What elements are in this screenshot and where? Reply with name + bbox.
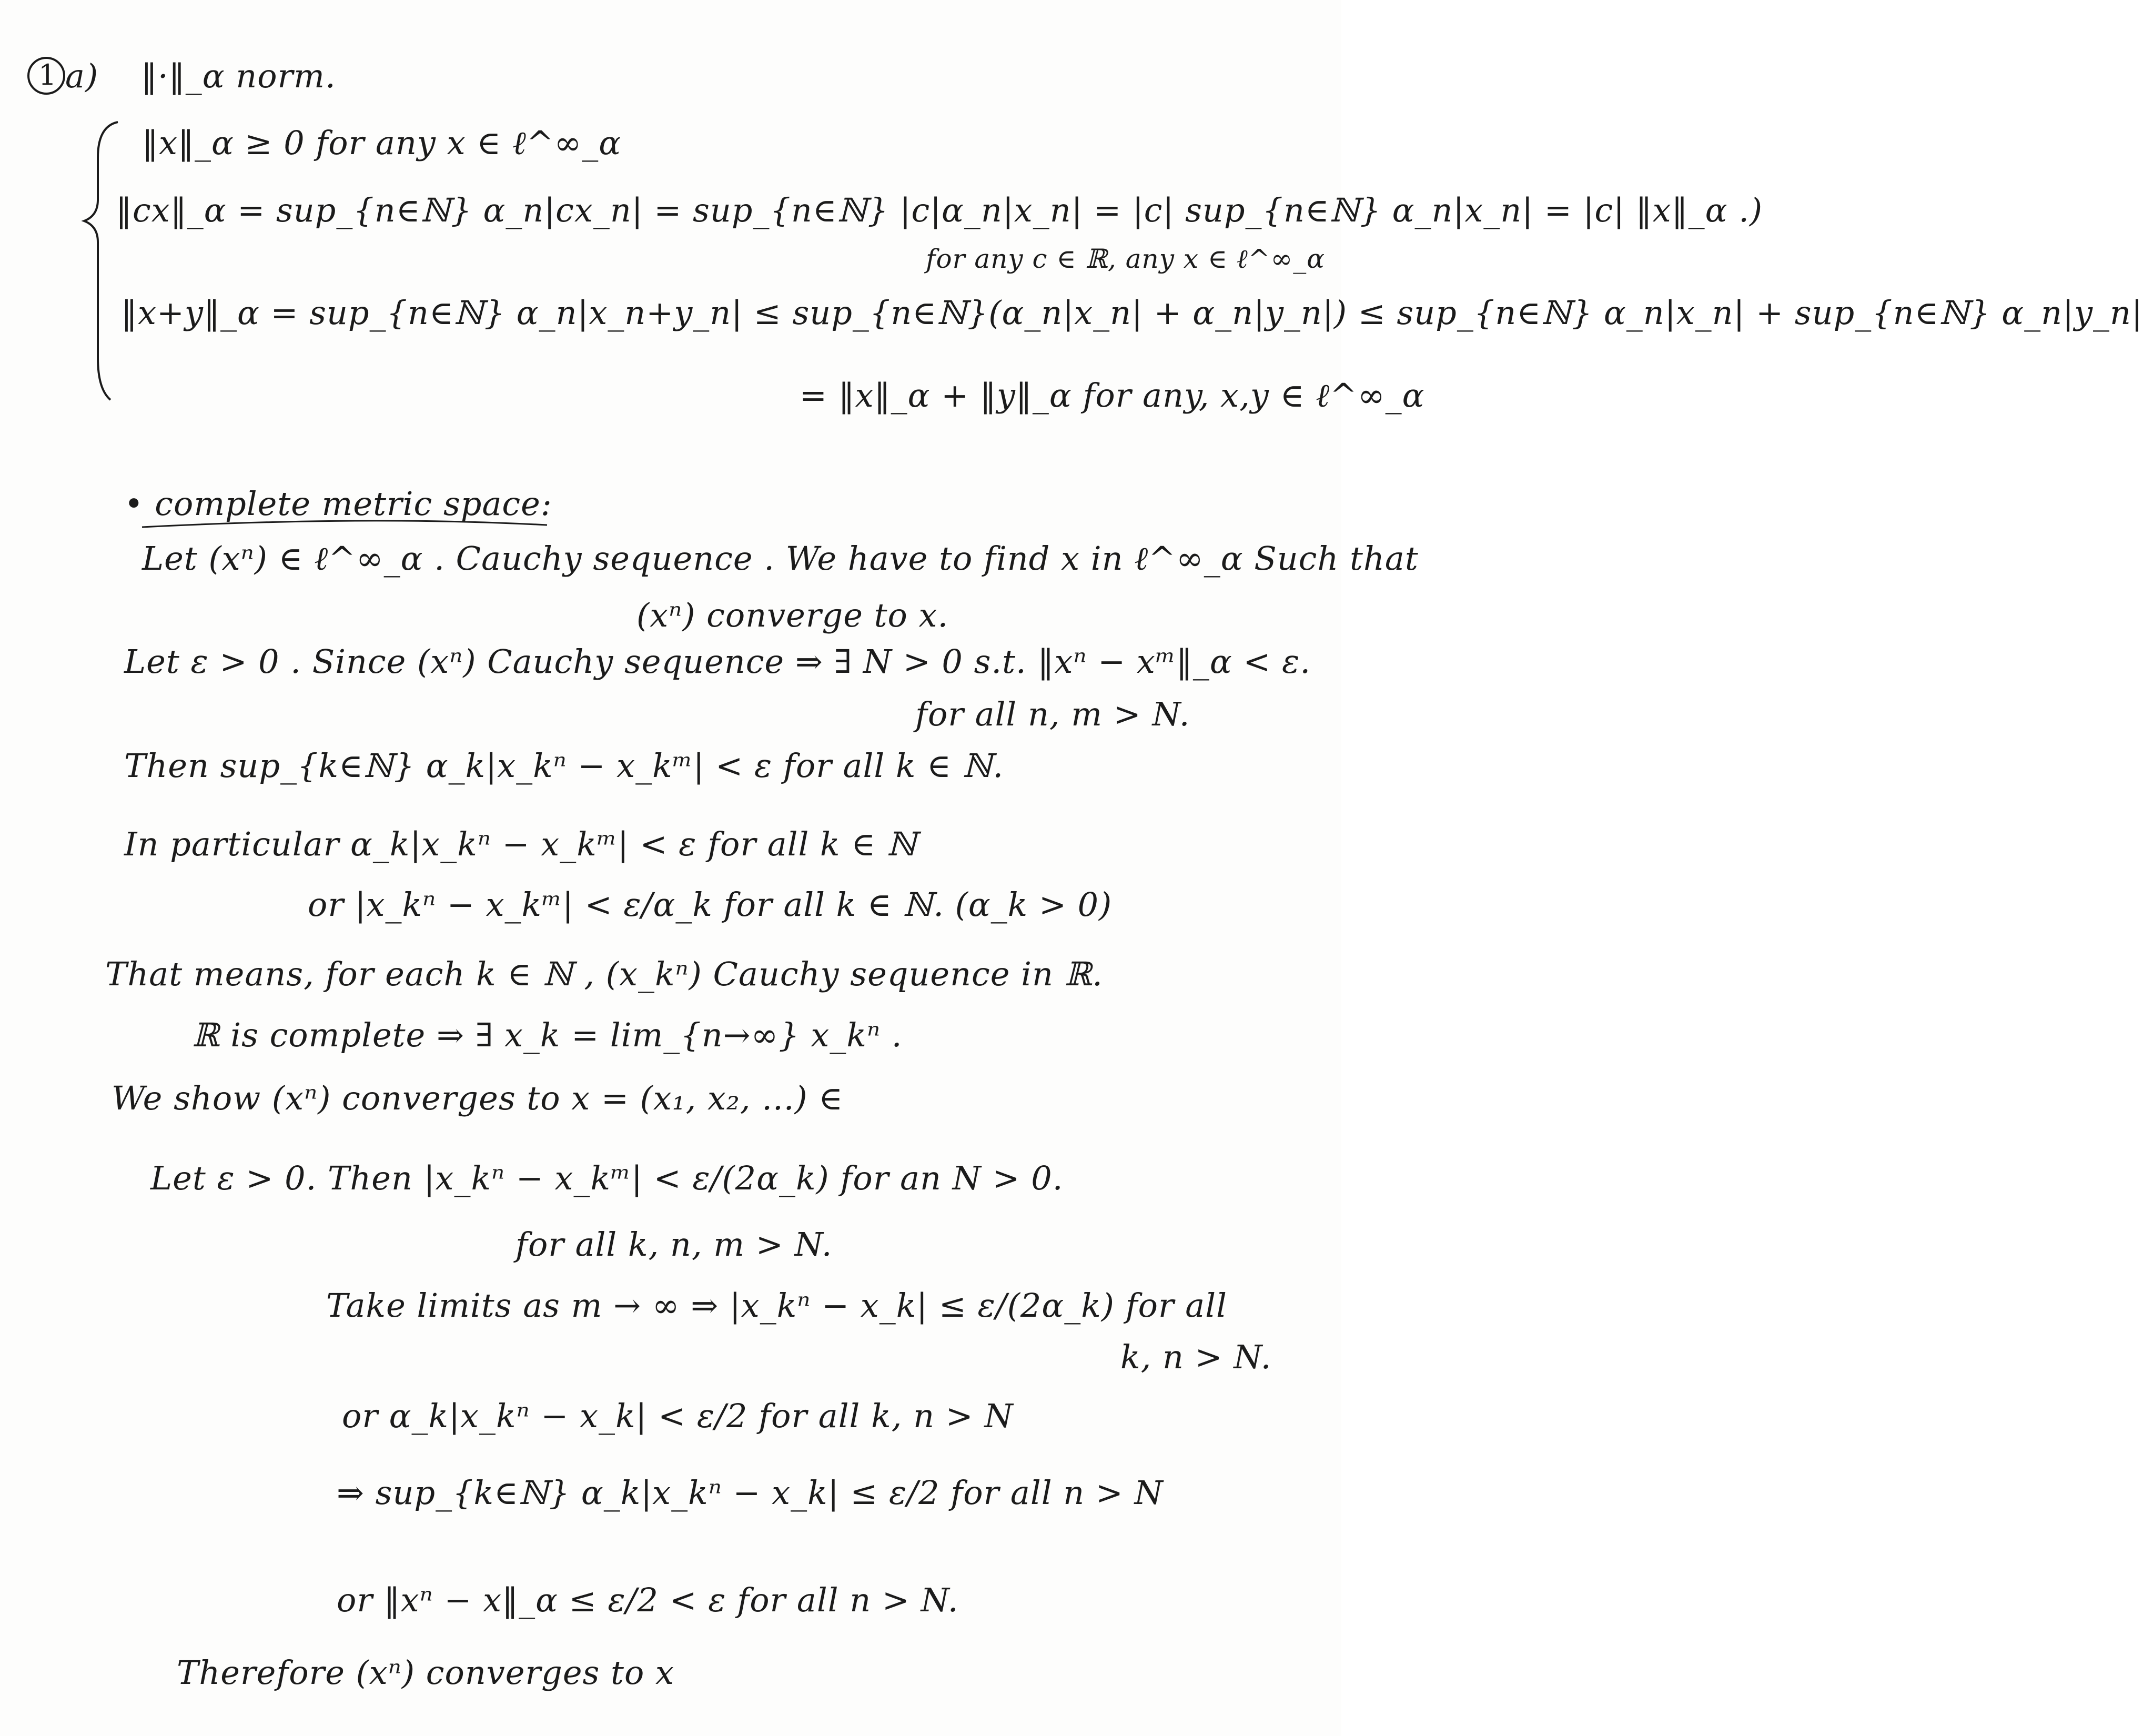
proof-line-14: k, n > N. bbox=[1120, 1338, 1272, 1376]
proof-line-5: Then sup_{k∈ℕ} α_k|x_kⁿ − x_kᵐ| < ε for all k ∈ ℕ. bbox=[124, 746, 1004, 785]
proof-line-10: We show (xⁿ) converges to x = (x₁, x₂, ...) ∈ bbox=[112, 1079, 844, 1117]
part-label: a) bbox=[65, 57, 99, 95]
axiom-2: ‖cx‖_α = sup_{n∈ℕ} α_n|cx_n| = sup_{n∈ℕ} |c|α_n|x_n| = |c| sup_{n∈ℕ} α_n|x_n| = |c| ‖x‖_α .) bbox=[116, 191, 1763, 229]
proof-line-12: for all k, n, m > N. bbox=[515, 1225, 833, 1264]
proof-line-2: (xⁿ) converge to x. bbox=[636, 596, 949, 634]
proof-line-1: Let (xⁿ) ∈ ℓ^∞_α . Cauchy sequence . We have to find x in ℓ^∞_α Such that bbox=[142, 539, 1419, 578]
proof-line-9: ℝ is complete ⇒ ∃ x_k = lim_{n→∞} x_kⁿ . bbox=[192, 1016, 903, 1054]
proof-conclusion: Therefore (xⁿ) converges to x bbox=[177, 1653, 674, 1692]
proof-line-8: That means, for each k ∈ ℕ , (x_kⁿ) Cauchy sequence in ℝ. bbox=[105, 955, 1103, 993]
norm-axioms-brace bbox=[84, 122, 118, 400]
heading-complete-metric-space: • complete metric space: bbox=[124, 485, 552, 523]
axiom-3-continuation: = ‖x‖_α + ‖y‖_α for any, x,y ∈ ℓ^∞_α bbox=[800, 376, 1425, 415]
proof-line-7: or |x_kⁿ − x_kᵐ| < ε/α_k for all k ∈ ℕ. (α_k > 0) bbox=[308, 885, 1113, 924]
proof-line-15: or α_k|x_kⁿ − x_k| < ε/2 for all k, n > N bbox=[342, 1397, 1014, 1435]
proof-line-4: for all n, m > N. bbox=[915, 695, 1190, 733]
problem-number: 1 bbox=[38, 58, 57, 92]
proof-line-16: ⇒ sup_{k∈ℕ} α_k|x_kⁿ − x_k| ≤ ε/2 for all n > N bbox=[337, 1473, 1164, 1512]
proof-line-3: Let ε > 0 . Since (xⁿ) Cauchy sequence ⇒ ∃ N > 0 s.t. ‖xⁿ − xᵐ‖_α < ε. bbox=[124, 642, 1311, 681]
axiom-2-scope: for any c ∈ ℝ, any x ∈ ℓ^∞_α bbox=[926, 244, 1325, 274]
axiom-1: ‖x‖_α ≥ 0 for any x ∈ ℓ^∞_α bbox=[142, 124, 622, 162]
proof-line-13: Take limits as m → ∞ ⇒ |x_kⁿ − x_k| ≤ ε/(2α_k) for all bbox=[326, 1286, 1227, 1325]
proof-line-11: Let ε > 0. Then |x_kⁿ − x_kᵐ| < ε/(2α_k) for an N > 0. bbox=[150, 1159, 1064, 1197]
section-title: ‖·‖_α norm. bbox=[141, 57, 336, 95]
axiom-3: ‖x+y‖_α = sup_{n∈ℕ} α_n|x_n+y_n| ≤ sup_{n∈ℕ}(α_n|x_n| + α_n|y_n|) ≤ sup_{n∈ℕ} α_n|x_n| + sup_{n∈ℕ} α_n|y_n| bbox=[121, 294, 2143, 332]
proof-line-6: In particular α_k|x_kⁿ − x_kᵐ| < ε for all k ∈ ℕ bbox=[124, 825, 917, 863]
proof-line-17: or ‖xⁿ − x‖_α ≤ ε/2 < ε for all n > N. bbox=[337, 1581, 959, 1619]
